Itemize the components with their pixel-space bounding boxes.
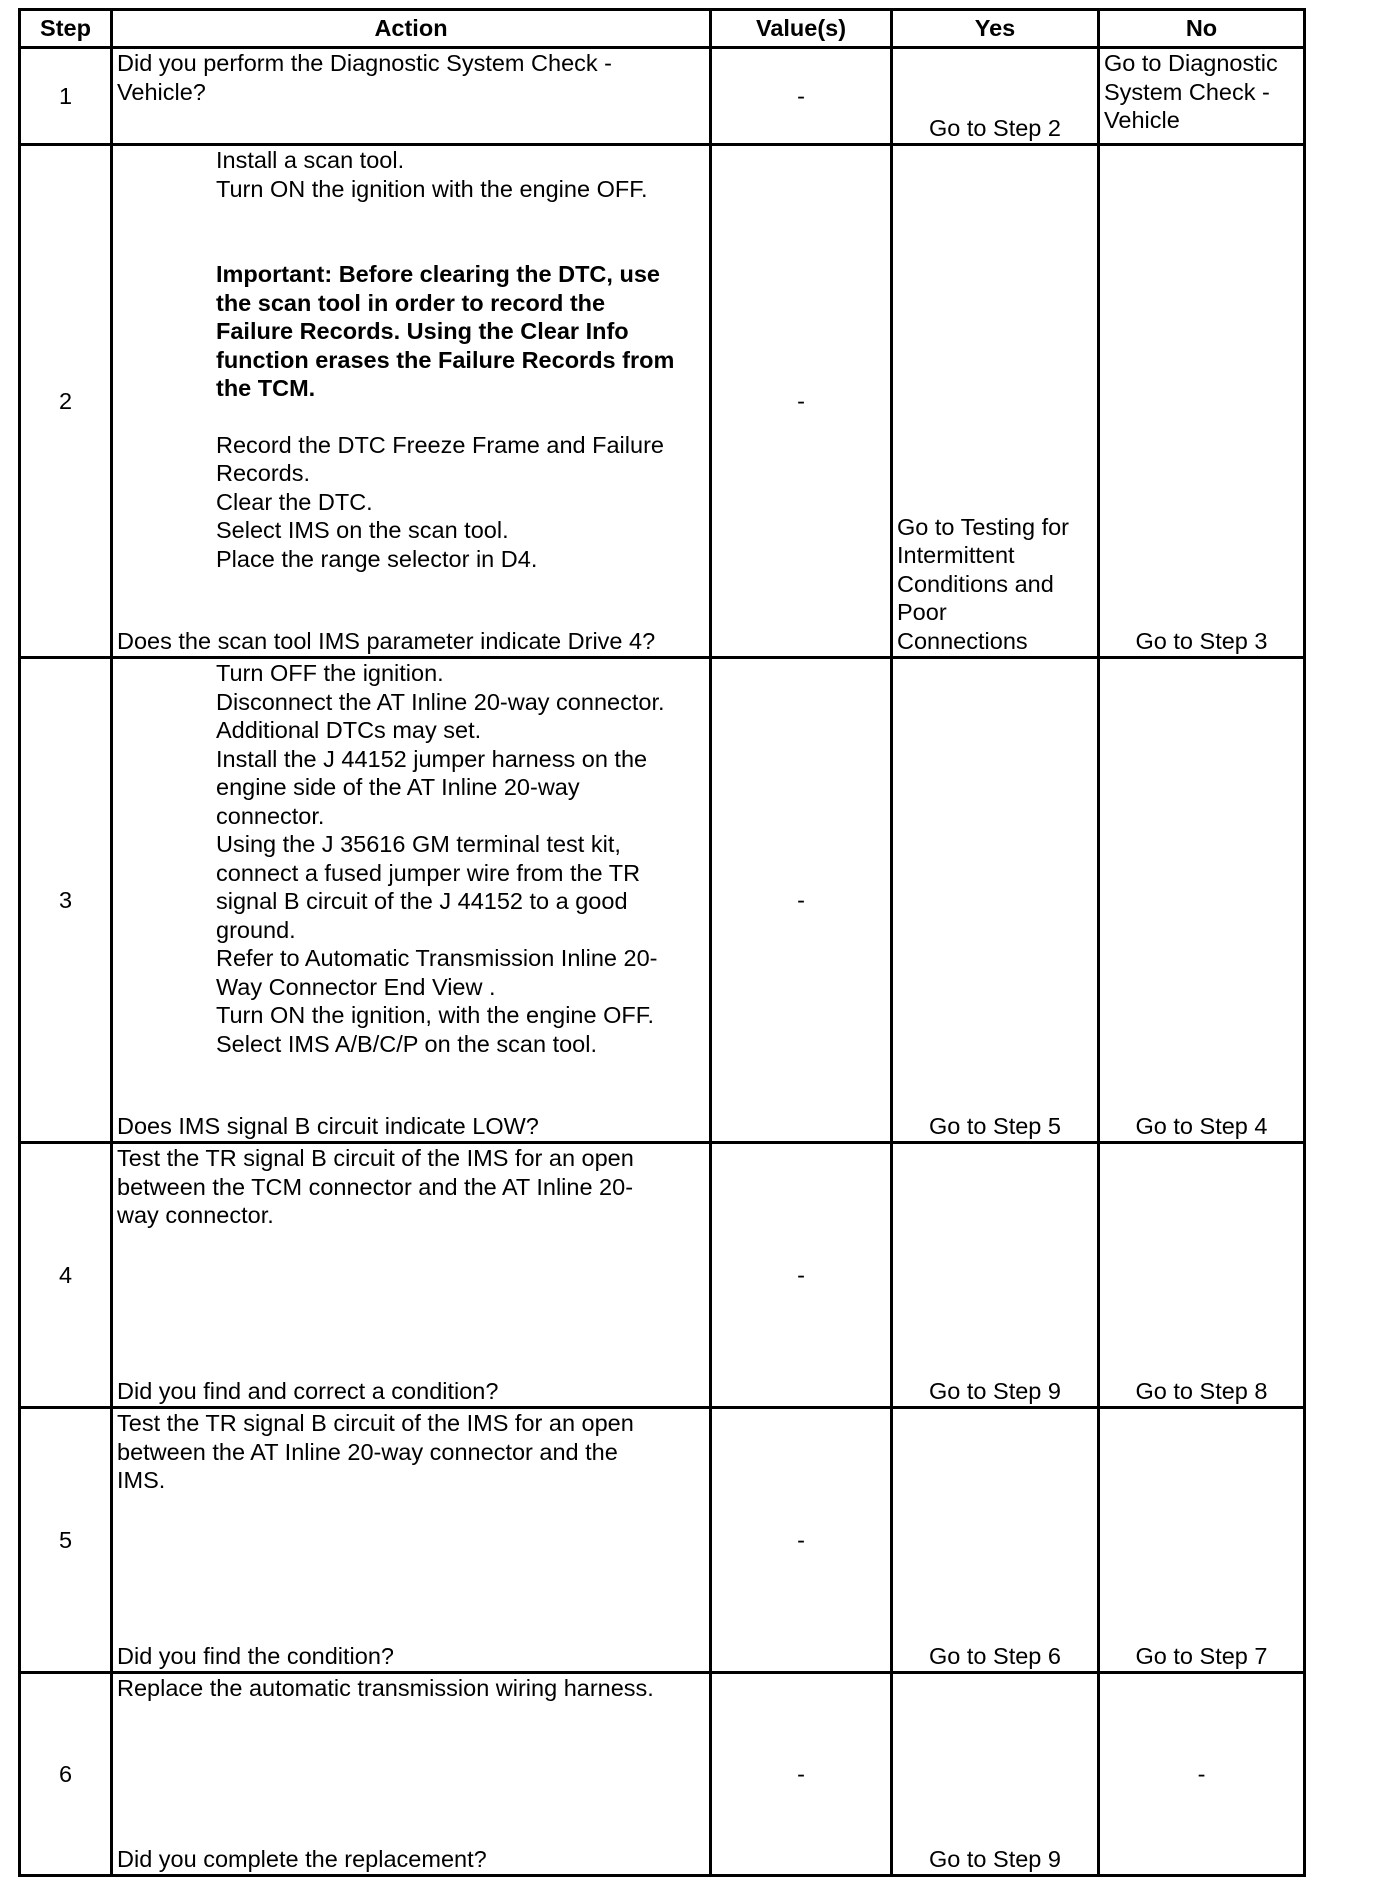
no-text: Go to Step 8 — [1135, 1377, 1268, 1404]
action-line: ground. — [216, 916, 296, 943]
step-question: Does IMS signal B circuit indicate LOW? — [117, 1112, 539, 1139]
yes-text: Go to Step 5 — [929, 1112, 1061, 1139]
important-line: function erases the Failure Records from — [216, 346, 675, 373]
step-number: 6 — [20, 1673, 112, 1876]
no-cell — [1099, 145, 1305, 658]
action-line: Did you perform the Diagnostic System Check - — [117, 50, 612, 76]
no-cell — [1099, 1143, 1305, 1408]
yes-text — [897, 513, 1069, 656]
action-line: Additional DTCs may set. — [216, 717, 482, 743]
action-line: Clear the DTC. — [216, 488, 373, 515]
important-line: the TCM. — [216, 375, 316, 401]
action-line: Select IMS A/B/C/P on the scan tool. — [216, 1030, 597, 1057]
action-line: Turn ON the ignition with the engine OFF. — [216, 175, 648, 202]
header-action: Action — [112, 10, 711, 48]
table-row — [20, 48, 1305, 145]
yes-cell — [892, 1673, 1099, 1876]
value-cell: - — [711, 48, 892, 145]
no-text: Go to Step 4 — [1135, 1112, 1268, 1139]
value-cell: - — [711, 1408, 892, 1673]
yes-text: Go to Step 6 — [929, 1642, 1061, 1669]
action-cell — [112, 1408, 711, 1673]
action-line: Way Connector End View . — [216, 973, 496, 1000]
no-cell — [1099, 48, 1305, 145]
important-line: Important: Before clearing the DTC, use — [216, 261, 660, 287]
action-line: connect a fused jumper wire from the TR — [216, 859, 641, 886]
action-line: signal B circuit of the J 44152 to a good — [216, 888, 628, 914]
no-cell: - — [1099, 1673, 1305, 1876]
step-question: Did you find the condition? — [117, 1642, 394, 1669]
yes-text: Go to Step 9 — [929, 1845, 1061, 1872]
action-line: Test the TR signal B circuit of the IMS for an open — [117, 1410, 634, 1436]
action-line: Using the J 35616 GM terminal test kit, — [216, 831, 621, 857]
action-line: IMS. — [117, 1467, 166, 1493]
important-line: the scan tool in order to record the — [216, 289, 606, 316]
yes-line: Go to Testing for — [897, 513, 1069, 540]
yes-cell — [892, 145, 1099, 658]
no-cell — [1099, 1408, 1305, 1673]
action-line: between the TCM connector and the AT Inline 20- — [117, 1173, 634, 1200]
action-line: way connector. — [117, 1202, 274, 1228]
action-line: Replace the automatic transmission wiring harness. — [117, 1675, 654, 1701]
action-line: Record the DTC Freeze Frame and Failure — [216, 431, 664, 458]
step-number: 1 — [20, 48, 112, 145]
table-row — [20, 1673, 1305, 1876]
no-line: System Check - — [1104, 78, 1270, 105]
action-line: Test the TR signal B circuit of the IMS for an open — [117, 1145, 634, 1171]
action-line: Refer to Automatic Transmission Inline 20- — [216, 945, 658, 971]
action-line: Turn OFF the ignition. — [216, 660, 444, 686]
yes-line: Poor — [897, 599, 947, 625]
action-line: Vehicle? — [117, 78, 206, 105]
value-cell: - — [711, 1673, 892, 1876]
no-cell — [1099, 658, 1305, 1143]
no-line: Vehicle — [1104, 107, 1180, 133]
action-line: Records. — [216, 460, 311, 486]
action-cell — [112, 658, 711, 1143]
important-line: Failure Records. Using the Clear Info — [216, 318, 629, 344]
header-yes: Yes — [892, 10, 1099, 48]
table-row — [20, 658, 1305, 1143]
yes-text: Go to Step 9 — [929, 1377, 1061, 1404]
step-number: 2 — [20, 145, 112, 658]
step-number: 4 — [20, 1143, 112, 1408]
no-line: Go to Diagnostic — [1104, 50, 1278, 76]
header-values: Value(s) — [711, 10, 892, 48]
header-step: Step — [20, 10, 112, 48]
header-row — [20, 10, 1305, 48]
action-cell — [112, 1673, 711, 1876]
diagnostic-table — [18, 8, 1306, 1877]
action-line: engine side of the AT Inline 20-way — [216, 774, 580, 800]
action-line: connector. — [216, 802, 325, 829]
step-number: 5 — [20, 1408, 112, 1673]
step-number: 3 — [20, 658, 112, 1143]
no-text: Go to Step 3 — [1135, 627, 1268, 654]
value-cell: - — [711, 1143, 892, 1408]
yes-cell — [892, 658, 1099, 1143]
yes-line: Conditions and — [897, 570, 1054, 597]
yes-cell — [892, 48, 1099, 145]
action-cell — [112, 1143, 711, 1408]
action-line: Install a scan tool. — [216, 147, 405, 173]
step-question: Did you find and correct a condition? — [117, 1377, 499, 1404]
action-cell — [112, 145, 711, 658]
value-cell: - — [711, 658, 892, 1143]
action-line: Disconnect the AT Inline 20-way connector. — [216, 688, 665, 715]
step-question: Did you complete the replacement? — [117, 1845, 487, 1872]
action-line: Install the J 44152 jumper harness on the — [216, 745, 648, 772]
action-line: between the AT Inline 20-way connector and the — [117, 1438, 618, 1465]
table-row — [20, 1408, 1305, 1673]
value-cell: - — [711, 145, 892, 658]
action-cell — [112, 48, 711, 145]
action-line: Turn ON the ignition, with the engine OFF. — [216, 1002, 655, 1028]
action-line: Place the range selector in D4. — [216, 545, 538, 572]
action-line: Select IMS on the scan tool. — [216, 517, 509, 543]
table-row — [20, 145, 1305, 658]
yes-line: Connections — [897, 627, 1028, 654]
table-row — [20, 1143, 1305, 1408]
no-text: Go to Step 7 — [1135, 1642, 1268, 1669]
step-question: Does the scan tool IMS parameter indicate Drive 4? — [117, 627, 656, 654]
yes-text: Go to Step 2 — [929, 114, 1061, 141]
yes-cell — [892, 1408, 1099, 1673]
header-no: No — [1099, 10, 1305, 48]
yes-line: Intermittent — [897, 542, 1015, 568]
yes-cell — [892, 1143, 1099, 1408]
